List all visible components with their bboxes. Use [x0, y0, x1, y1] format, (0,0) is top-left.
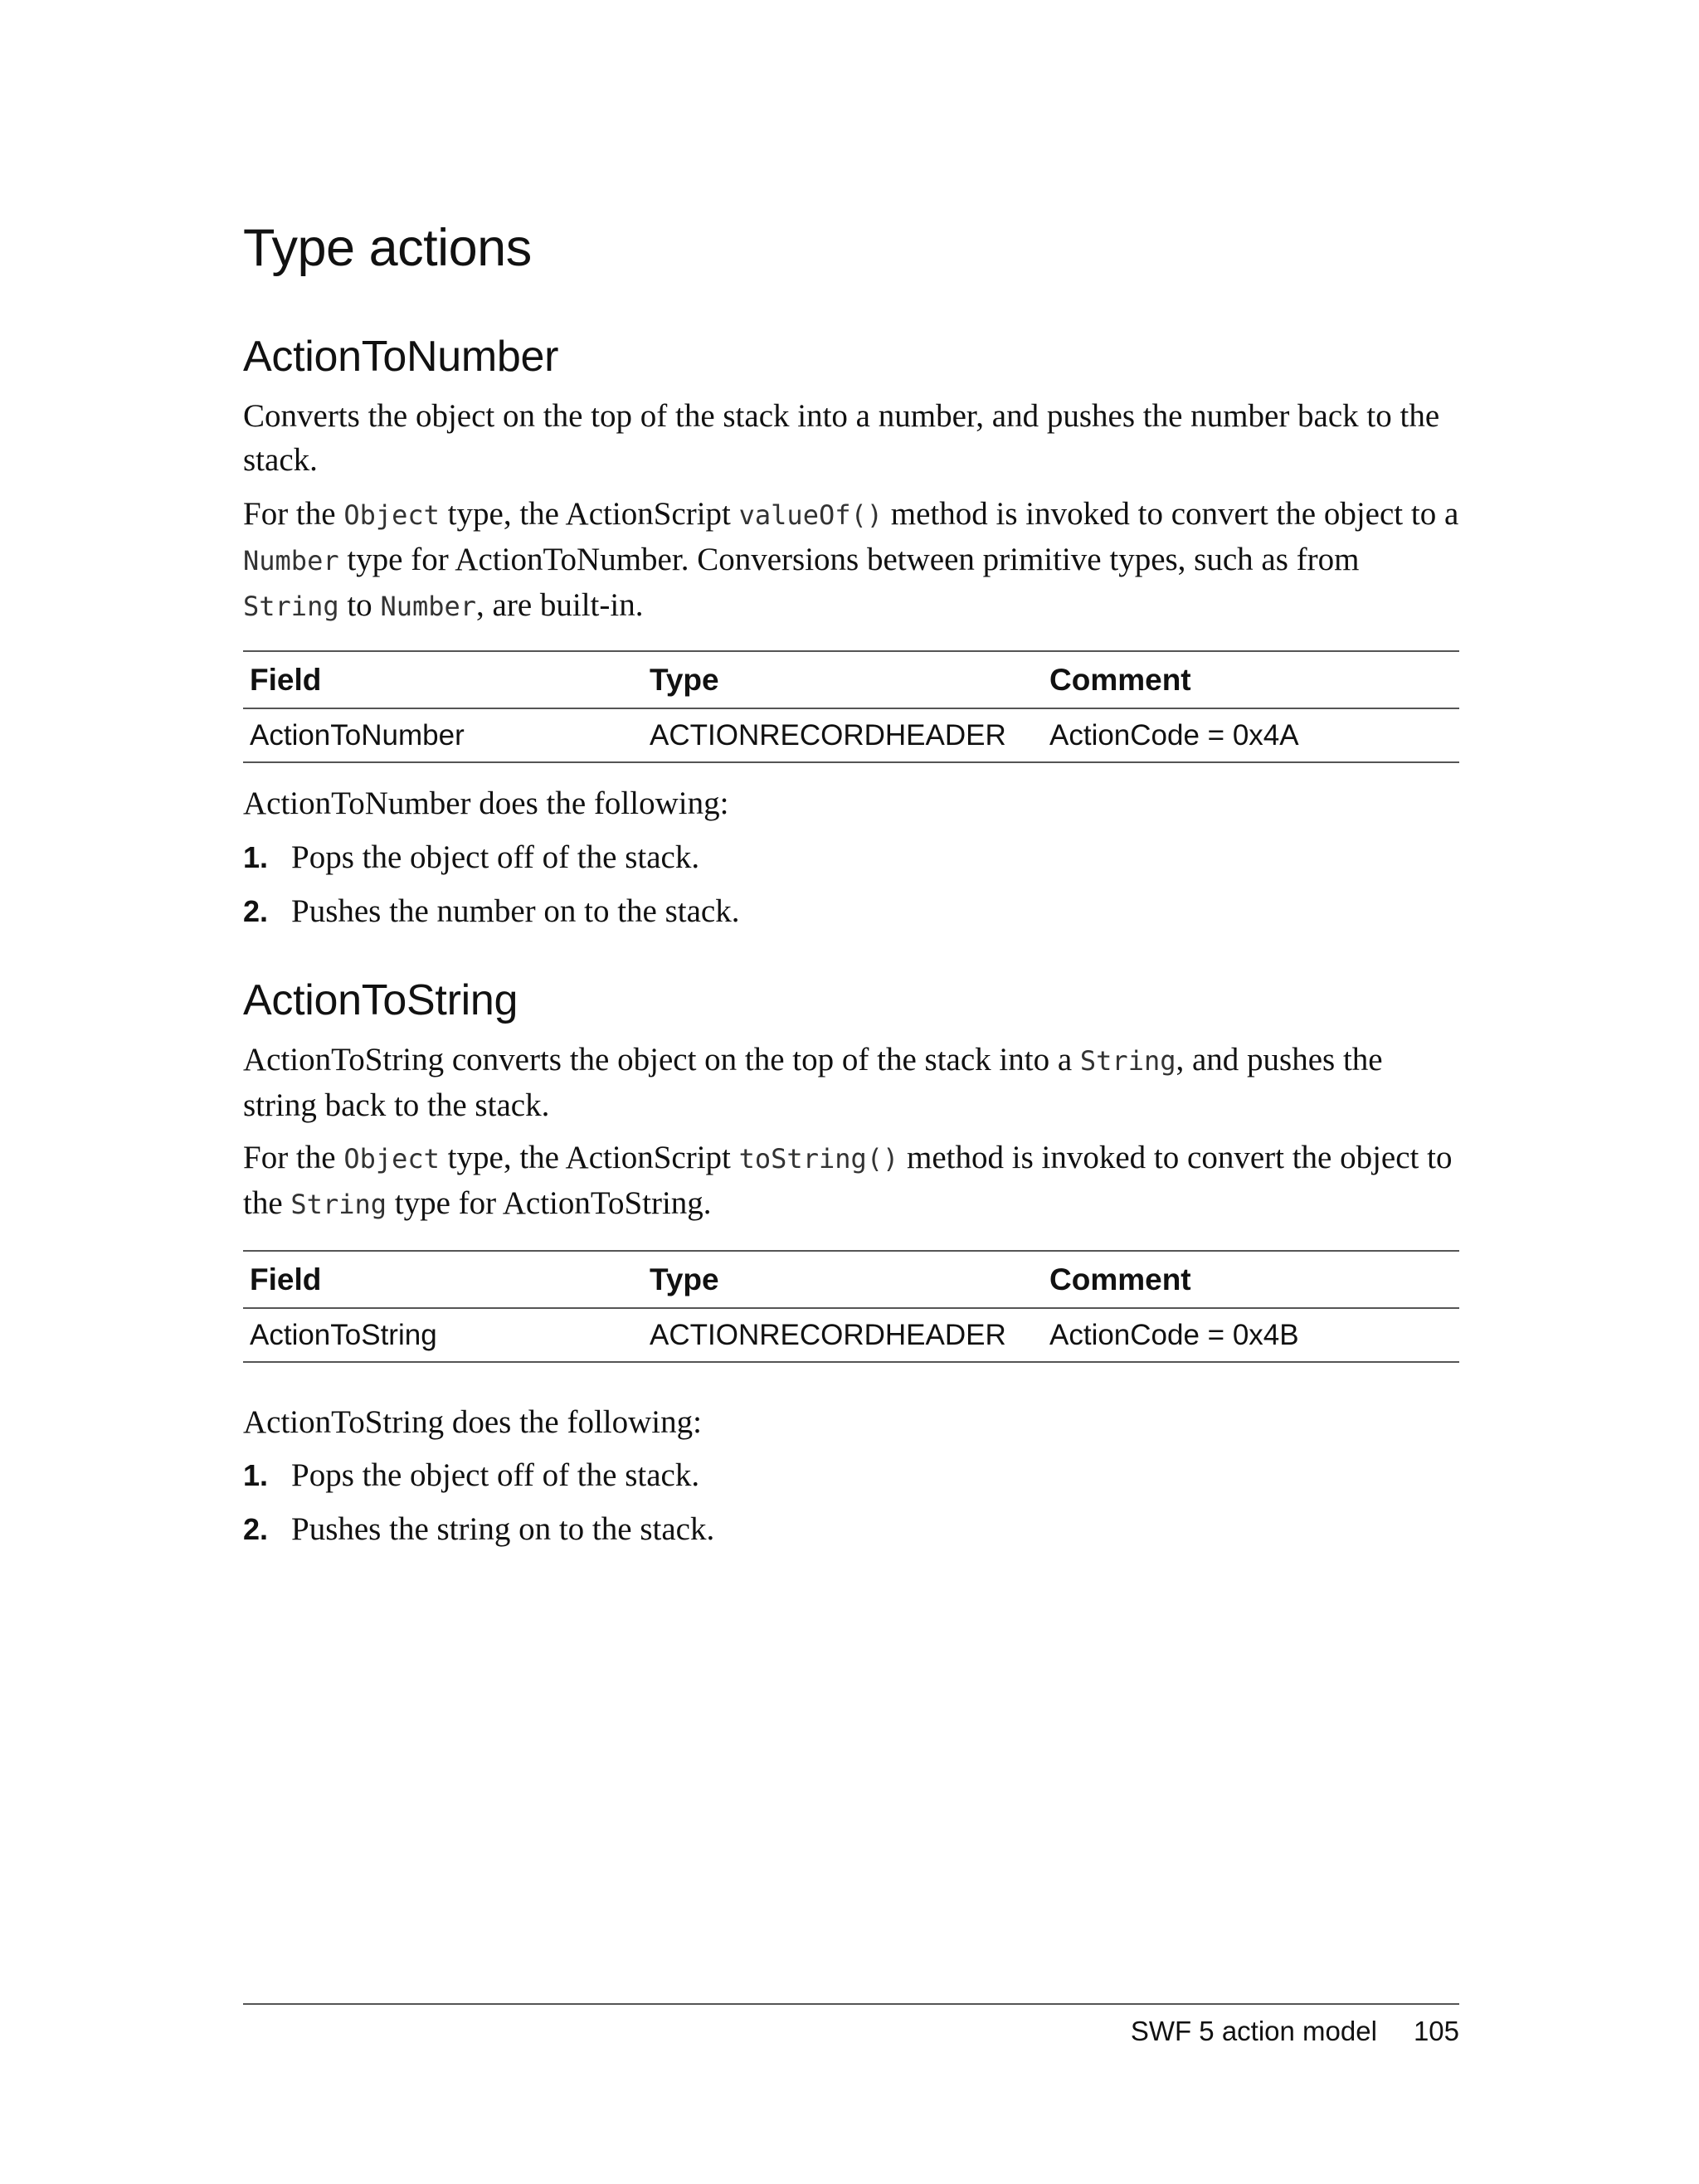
to-number-description: Converts the object on the top of the stack into a number, and pushes the number back to the stack. — [243, 398, 1440, 478]
cell-type: ACTIONRECORDHEADER — [643, 708, 1043, 762]
step-number: 1. — [243, 840, 269, 874]
step-number: 2. — [243, 1512, 269, 1546]
to-number-conversion-note: For the Object type, the ActionScript valueOf() method is invoked to convert the object to a Number type for ActionToNumber. Conversions between primitive types, such as from String to Number, are built-in. — [243, 496, 1459, 623]
step-text: Pushes the number on to the stack. — [291, 893, 740, 929]
to-number-steps-intro: ActionToNumber does the following: — [243, 786, 729, 821]
column-header-comment: Comment — [1043, 651, 1459, 708]
to-string-conversion-note: For the Object type, the ActionScript toString() method is invoked to convert the object to the String type for ActionToString. — [243, 1140, 1453, 1221]
table-header-row — [243, 1251, 1459, 1308]
code-number: Number — [380, 591, 477, 622]
code-object: Object — [343, 1143, 440, 1175]
column-header-type: Type — [643, 1251, 1043, 1308]
section-heading-action-to-string: ActionToString — [243, 976, 518, 1024]
step-text: Pops the object off of the stack. — [291, 1457, 700, 1493]
cell-comment: ActionCode = 0x4A — [1043, 708, 1459, 762]
list-item — [243, 1453, 699, 1497]
code-number: Number — [243, 545, 339, 576]
cell-field: ActionToNumber — [243, 708, 643, 762]
code-string: String — [290, 1189, 387, 1220]
section-heading-action-to-number: ActionToNumber — [243, 333, 559, 381]
table-row — [243, 708, 1459, 762]
to-number-field-table — [243, 650, 1459, 763]
code-string: String — [243, 591, 339, 622]
list-item — [243, 835, 699, 879]
step-number: 2. — [243, 894, 269, 928]
footer-divider — [243, 2003, 1459, 2005]
table-header-row — [243, 651, 1459, 708]
code-string: String — [1079, 1045, 1176, 1077]
to-string-field-table — [243, 1250, 1459, 1363]
page-number: 105 — [1413, 2016, 1459, 2046]
page-title: Type actions — [243, 219, 532, 277]
column-header-field: Field — [243, 1251, 643, 1308]
step-text: Pops the object off of the stack. — [291, 839, 700, 875]
page-footer — [1131, 2016, 1459, 2047]
column-header-type: Type — [643, 651, 1043, 708]
cell-field: ActionToString — [243, 1308, 643, 1362]
table-row — [243, 1308, 1459, 1362]
step-text: Pushes the string on to the stack. — [291, 1511, 715, 1547]
code-valueof: valueOf() — [738, 499, 884, 531]
cell-comment: ActionCode = 0x4B — [1043, 1308, 1459, 1362]
step-number: 1. — [243, 1458, 269, 1492]
cell-type: ACTIONRECORDHEADER — [643, 1308, 1043, 1362]
list-item — [243, 889, 740, 933]
list-item — [243, 1507, 714, 1551]
to-string-description: ActionToString converts the object on the top of the stack into a String, and pushes the string back to the stack. — [243, 1042, 1383, 1123]
code-tostring: toString() — [738, 1143, 899, 1175]
column-header-comment: Comment — [1043, 1251, 1459, 1308]
footer-section-title: SWF 5 action model — [1130, 2016, 1377, 2046]
to-string-steps-intro: ActionToString does the following: — [243, 1404, 702, 1440]
column-header-field: Field — [243, 651, 643, 708]
code-object: Object — [343, 499, 440, 531]
